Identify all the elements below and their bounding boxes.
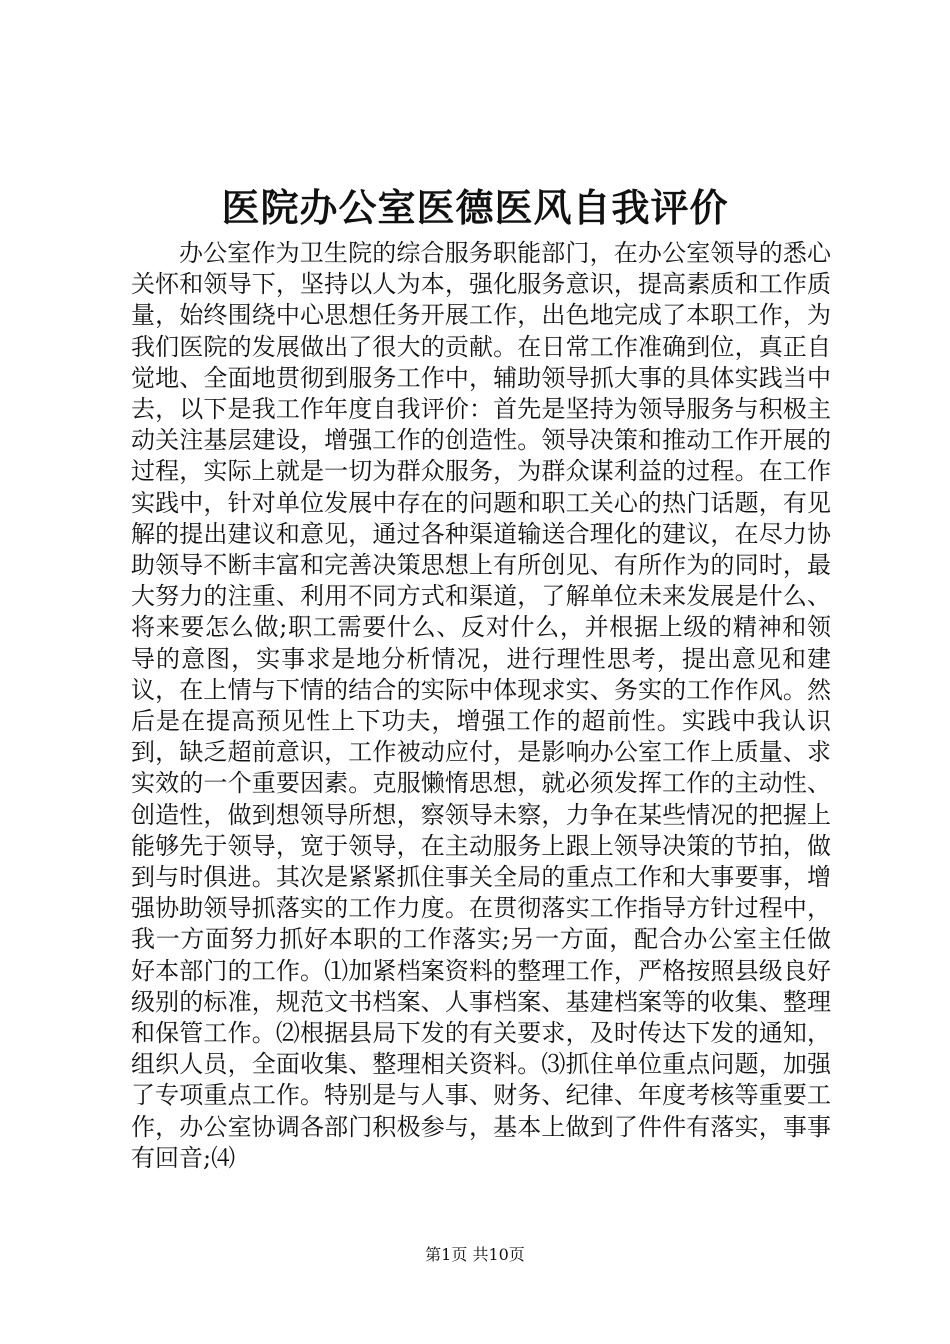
body-paragraph: 办公室作为卫生院的综合服务职能部门，在办公室领导的悉心关怀和领导下，坚持以人为本，强化服务意识，提高素质和工作质量，始终围绕中心思想任务开展工作，出色地完成了本职工作，为我们医院的发展做出了很大的贡献。在日常工作准确到位，真正自觉地、全面地贯彻到服务工作中，辅助领导抓大事的具体实践当中去，以下是我工作年度自我评价：首先是坚持为领导服务与积极主动关注基层建设，增强工作的创造性。领导决策和推动工作开展的过程，实际上就是一切为群众服务，为群众谋利益的过程。在工作实践中，针对单位发展中存在的问题和职工关心的热门话题，有见解的提出建议和意见，通过各种渠道输送合理化的建议，在尽力协助领导不断丰富和完善决策思想上有所创见、有所作为的同时，最大努力的注重、利用不同方式和渠道，了解单位未来发展是什么、将来要怎么做;职工需要什么、反对什么，并根据上级的精神和领导的意图，实事求是地分析情况，进行理性思考，提出意见和建议，在上情与下情的结合的实际中体现求实、务实的工作作风。然后是在提高预见性上下功夫，增强工作的超前性。实践中我认识到，缺乏超前意识，工作被动应付，是影响办公室工作上质量、求实效的一个重要因素。克服懒惰思想，就必须发挥工作的主动性、创造性，做到想领导所想，察领导未察，力争在某些情况的把握上能够先于领导，宽于领导，在主动服务上跟上领导决策的节拍，做到与时俱进。其次是紧紧抓住事关全局的重点工作和大事要事，增强协助领导抓落实的工作力度。在贯彻落实工作指导方针过程中，我一方面努力抓好本职的工作落实;另一方面，配合办公室主任做好本部门的工作。⑴加紧档案资料的整理工作，严格按照县级良好级别的标准，规范文书档案、人事档案、基建档案等的收集、整理和保管工作。⑵根据县局下发的有关要求，及时传达下发的通知，组织人员，全面收集、整理相关资料。⑶抓住单位重点问题，加强了专项重点工作。特别是与人事、财务、纪律、年度考核等重要工作，办公室协调各部门积极参与，基本上做到了件件有落实，事事有回音;⑷	[131, 239, 831, 1172]
document-title: 医院办公室医德医风自我评价	[221, 185, 729, 230]
page-number: 第1页 共10页	[425, 1245, 525, 1264]
